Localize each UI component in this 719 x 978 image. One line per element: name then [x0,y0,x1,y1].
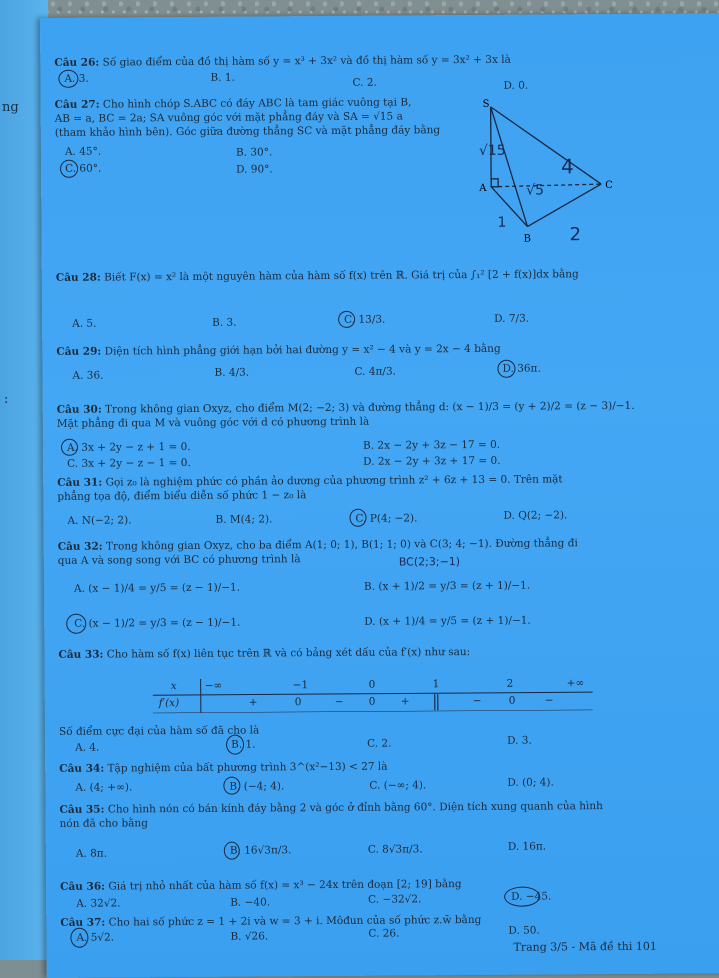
question-text: Cho hai số phức z = 1 + 2i và w = 3 + i. Môđun của số phức z.w̄ bằng [109,914,482,929]
question-label: Câu 29: [56,346,101,358]
table-header-x: x [171,680,177,692]
question-text: Trong không gian Oxyz, cho ba điểm A(1; 0; 1), B(1; 1; 0) và C(3; 4; −1). Đường thẳng đi [106,537,578,552]
question-label: Câu 36: [60,881,105,893]
option-c: C. P(4; −2). [355,512,417,524]
question-text: Mặt phẳng đi qua M và vuông góc với d có phương trình là [57,416,369,430]
question-text: Số giao điểm của đồ thị hàm số y = x³ + 3x² và đồ thị hàm số y = 3x² + 3x là [103,54,511,69]
question-34 [59,760,387,776]
answer-circle [61,439,78,456]
question-text: Trong không gian Oxyz, cho điểm M(2; −2; 3) và đường thẳng d: (x − 1)/3 = (y + 2)/2 = (z − 3)/−1. [105,400,635,416]
option-d: D. 36π. [502,363,540,375]
question-33-prompt: Số điểm cực đại của hàm số đã cho là [59,723,259,738]
answer-circle [504,887,540,907]
handwritten-note: 4 [561,154,574,178]
exam-page [40,13,719,978]
table-cell: − [545,694,554,706]
sign-table [153,676,593,713]
question-text: Biết F(x) = x² là một nguyên hàm của hàm số f(x) trên ℝ. Giá trị của ∫₁² [2 + f(x)]dx bằng [104,268,579,283]
answer-circle [66,614,86,634]
answer-circle [497,360,515,378]
option-d: D. 2x − 2y + 3z + 17 = 0. [363,455,501,468]
question-27 [55,95,441,140]
table-cell: + [249,696,258,708]
answer-circle [60,160,78,178]
option-c: C. 3x + 2y − z − 1 = 0. [67,457,191,470]
option-c: C. 8√3π/3. [368,843,423,855]
option-b: B. (x + 1)/2 = y/3 = (z + 1)/−1. [364,580,530,593]
handwritten-note: BC(2;3;−1) [399,555,460,568]
question-text: Gọi z₀ là nghiệm phức có phần ảo dương của phương trình z² + 6z + 13 = 0. Trên mặt [105,473,562,488]
question-33 [58,645,470,662]
option-a: A. (4; +∞). [75,781,132,793]
table-cell: +∞ [567,677,585,689]
option-b: B. (−4; 4). [229,780,284,792]
question-text: qua A và song song với BC có phương trình là [58,553,301,567]
option-a: A. 3. [64,73,88,85]
question-text: phẳng tọa độ, điểm biểu diễn số phức 1 − z₀ là [57,489,306,503]
option-b: B. 2x − 2y + 3z − 17 = 0. [363,439,500,452]
handwritten-note: 1 [497,215,506,231]
option-c: C. −32√2. [368,893,421,905]
question-text: nón đã cho bằng [60,817,148,830]
option-a: A. 36. [72,370,103,382]
question-36 [60,877,462,894]
vertex-s: S [483,99,490,110]
option-d: D. 3. [507,735,532,747]
option-d: D. (0; 4). [507,776,554,788]
table-cell: 1 [433,678,440,690]
option-c: C. (x − 1)/2 = y/3 = (z − 1)/−1. [74,617,240,630]
option-c: C. 26. [368,928,399,940]
option-c: C. (−∞; 4). [369,779,426,791]
question-37 [60,913,481,930]
option-d: D. 90°. [236,163,273,175]
table-cell: 0 [509,695,516,707]
question-text: Cho hình chóp S.ABC có đáy ABC là tam giác vuông tại B, [103,96,412,110]
question-32 [58,536,578,568]
option-d: D. Q(2; −2). [503,509,567,521]
option-b: B. 30°. [236,146,272,158]
question-text: Cho hàm số f(x) liên tục trên ℝ và có bảng xét dấu của f′(x) như sau: [107,646,471,661]
option-d: D. (x + 1)/4 = y/5 = (z + 1)/−1. [364,615,531,628]
question-text: Diện tích hình phẳng giới hạn bởi hai đường y = x² − 4 và y = 2x − 4 bằng [105,343,501,358]
option-b: B. 4/3. [214,367,249,379]
table-cell: −1 [293,679,309,691]
option-b: B. 1. [210,72,235,84]
option-b: B. M(4; 2). [215,513,272,525]
question-30 [57,399,635,431]
table-cell: −∞ [205,680,223,692]
vertex-a: A [478,183,487,194]
table-header-f: f′(x) [159,697,179,709]
answer-circle [224,842,240,860]
option-a: A. 45°. [65,146,101,158]
table-cell: + [401,695,410,707]
question-text: Giá trị nhỏ nhất của hàm số f(x) = x³ − 24x trên đoạn [2; 19] bằng [108,878,461,892]
option-a: A. 5. [72,318,96,330]
left-fragment: ng [2,100,19,115]
page-footer: Trang 3/5 - Mã đề thi 101 [513,940,656,954]
answer-circle [338,311,355,328]
question-26 [54,53,511,70]
option-a: A. 3x + 2y − z + 1 = 0. [67,441,191,454]
option-b: B. 16√3π/3. [230,844,292,856]
option-a: A. 8π. [76,848,107,860]
option-d: D. 16π. [508,840,546,852]
question-text: AB = a, BC = 2a; SA vuông góc với mặt phẳng đáy và SA = √15 a [55,110,403,124]
table-cell: − [335,696,344,708]
option-b: B. −40. [230,896,270,908]
question-label: Câu 31: [57,477,102,489]
vertex-b: B [524,234,531,245]
question-label: Câu 33: [58,649,103,661]
answer-circle [70,928,88,948]
vertex-c: C [605,180,613,191]
question-label: Câu 35: [59,804,104,816]
option-a: A. N(−2; 2). [67,514,131,526]
option-d: D. −45. [511,890,551,902]
option-c: C. 4π/3. [354,366,396,378]
answer-circle [349,509,366,527]
option-c: C. 13/3. [344,314,385,326]
question-label: Câu 37: [60,917,105,929]
option-c: C. 2. [367,738,391,750]
option-c: C. 60°. [65,163,101,175]
option-b: B. √26. [230,930,268,942]
question-28 [56,267,579,285]
question-label: Câu 32: [58,541,103,553]
question-text: Cho hình nón có bán kính đáy bằng 2 và góc ở đỉnh bằng 60°. Diện tích xung quanh của hình [108,800,603,815]
option-d: D. 7/3. [494,313,529,325]
question-label: Câu 27: [55,99,100,111]
answer-circle [223,777,240,795]
table-cell: 0 [369,679,376,691]
option-d: D. 50. [508,925,540,937]
handwritten-note: √15 [479,143,506,159]
question-35 [59,799,603,831]
question-label: Câu 30: [57,404,102,416]
option-a: A. 5√2. [76,932,114,944]
option-a: A. (x − 1)/4 = y/5 = (z − 1)/−1. [74,582,240,595]
table-cell: 0 [295,696,302,708]
question-label: Câu 26: [54,57,99,69]
handwritten-note: √5 [526,182,544,198]
answer-circle [226,735,244,755]
table-cell: 2 [507,678,514,690]
table-cell: − [473,695,482,707]
question-31 [57,472,563,504]
table-cell: 0 [369,696,376,708]
answer-circle [58,70,78,88]
option-a: A. 4. [75,742,99,754]
option-d: D. 0. [503,80,528,92]
question-text: Tập nghiệm của bất phương trình 3^(x²−13) < 27 là [107,761,387,775]
question-label: Câu 34: [59,763,104,775]
option-a: A. 32√2. [76,897,120,909]
option-c: C. 2. [352,77,376,89]
pyramid-figure [469,96,620,257]
left-fragment: : [4,392,8,407]
handwritten-note: 2 [569,224,581,245]
question-29 [56,342,500,359]
option-b: B. 3. [212,317,237,329]
question-label: Câu 28: [56,272,101,284]
option-b: B. 1. [231,739,256,751]
question-text: (tham khảo hình bên). Góc giữa đường thẳng SC và mặt phẳng đáy bằng [55,124,440,139]
